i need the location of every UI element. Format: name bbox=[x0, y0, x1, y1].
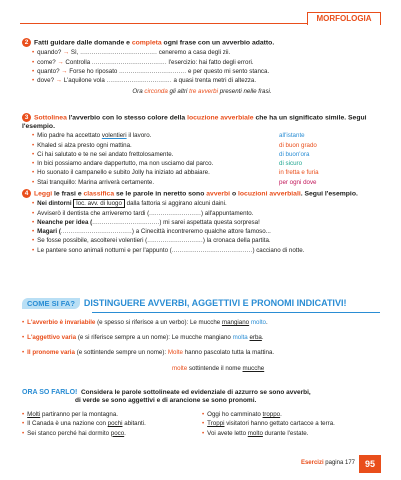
exercise-row: • dove? → L'aquilone vola .................................. a quasi trenta metri di altezza. bbox=[32, 77, 257, 85]
arrow-icon: → bbox=[57, 58, 64, 66]
arrow-icon: → bbox=[55, 77, 62, 85]
page-number: 95 bbox=[359, 455, 381, 473]
section-tag: MORFOLOGIA bbox=[307, 12, 381, 25]
ora-instructions: Considera le parole sottolineate ed evidenziale di azzurro se sono avverbi, bbox=[80, 389, 311, 396]
exercise-4-title: 4 Leggi le frasi e classifica se le parole in neretto sono avverbi o locuzioni avverbiali. Segui l'esempio. bbox=[22, 189, 382, 198]
come-si-fa-badge: COME SI FA? bbox=[22, 298, 80, 309]
exercise-number: 4 bbox=[22, 189, 31, 198]
exercise-row: • Avviserò il dentista che arriveremo tardi (...........................) all'appuntamento. bbox=[32, 209, 254, 217]
locution-label: di buon'ora bbox=[279, 150, 310, 158]
exercise-row: • Khaled si alza presto ogni mattina. di buon grado bbox=[32, 141, 317, 149]
exercise-number: 2 bbox=[22, 38, 31, 47]
exercise-row: • Nei dintorni loc. avv. di luogo dalla fattoria si aggirano alcuni daini. bbox=[32, 200, 227, 208]
come-si-fa-box bbox=[22, 298, 380, 373]
list-item: • Oggi ho camminato troppo. bbox=[202, 411, 282, 418]
list-item: • Sei stanco perché hai dormito poco. bbox=[22, 429, 126, 437]
ora-so-farlo-box: ORA SO FARLO! Considera le parole sottolineate ed evidenziale di azzurro se sono avverbi, di verde se sono aggettivi e di arancione se sono pronomi. • Molti partiranno per la montagna. • Il Canada è una nazione con pochi abitanti. • Sei stanco perché hai dormito poco. • Oggi ho camminato troppo. • Troppi visitatori hanno gettato cartacce a terra. • Voi avete letto molto durante l'estate. bbox=[22, 389, 335, 437]
exercise-2-note: Ora circonda gli altri tre avverbi presenti nelle frasi. bbox=[132, 88, 272, 96]
exercise-row: • come? → Controlla ....................................... l'esercizio: hai fatto degli errori. bbox=[32, 58, 254, 66]
list-item: • Voi avete letto molto durante l'estate. bbox=[202, 429, 309, 437]
locution-label: di sicuro bbox=[279, 160, 303, 168]
exercise-row: • Magari (.....................................) a Cinecittà incontreremo qualche attore famoso... bbox=[32, 228, 271, 236]
exercise-number: 3 bbox=[22, 113, 31, 122]
exercise-4 bbox=[22, 189, 382, 255]
exercise-row: • Neanche per idea (...................................) mi sarei aspettata questa sorpresa! bbox=[32, 218, 260, 226]
exercise-row: • Stai tranquillo: Marina arriverà certamente. per ogni dove bbox=[32, 178, 317, 186]
exercise-3 bbox=[22, 113, 382, 187]
page-footer bbox=[231, 455, 381, 473]
exercise-row: • Le pantere sono animali notturni e per l'appunto (..........................................) cacciano di notte. bbox=[32, 246, 305, 254]
arrow-icon: → bbox=[61, 67, 68, 75]
ora-so-farlo-badge: ORA SO FARLO! bbox=[22, 389, 78, 396]
list-item: • Molti partiranno per la montagna. bbox=[22, 411, 118, 418]
locution-label: per ogni dove bbox=[279, 178, 317, 186]
exercise-row: • Ci hai salutato e te ne sei andato frettolosamente. di buon'ora bbox=[32, 150, 310, 158]
exercises-reference: Esercizi pagina 177 bbox=[300, 460, 355, 466]
exercise-2 bbox=[22, 38, 382, 96]
rule-pronoun: • Il pronome varia (e sottintende sempre un nome): Molte hanno pascolato tutta la mattina. bbox=[22, 349, 275, 356]
list-item: • Troppi visitatori hanno gettato cartacce a terra. bbox=[202, 420, 335, 428]
exercise-row: • Mio padre ha accettato volentieri il lavoro. all'istante bbox=[32, 132, 305, 140]
page-header bbox=[0, 0, 401, 36]
exercise-3-title: 3 Sottolinea l'avverbio con lo stesso colore della locuzione avverbiale che ha un significato simile. Segui l'esempio. bbox=[22, 114, 367, 131]
exercise-row: • quanto? → Forse ho riposato ................................... e per questo mi sento stanca. bbox=[32, 67, 270, 75]
arrow-icon: → bbox=[63, 49, 70, 57]
rule-pronoun-note: molte sottintende il nome mucche bbox=[172, 365, 265, 372]
exercise-row: • Ho suonato il campanello e subito Jolly ha iniziato ad abbaiare. in fretta e furia bbox=[32, 169, 319, 177]
rule-adjective: • L'aggettivo varia (e si riferisce sempre a un nome): Le mucche mangiano molta erba. bbox=[22, 334, 264, 341]
exercise-2-title: 2 Fatti guidare dalle domande e completa ogni frase con un avverbio adatto. bbox=[22, 38, 382, 47]
list-item: • Il Canada è una nazione con pochi abitanti. bbox=[22, 420, 146, 428]
locution-label: all'istante bbox=[279, 132, 305, 140]
exercise-row: • Se fosse possibile, ascolterei volentieri (.............................) la cronaca della partita. bbox=[32, 237, 271, 245]
answer-box: loc. avv. di luogo bbox=[73, 199, 125, 208]
rule-adverb: • L'avverbio è invariabile (e spesso si riferisce a un verbo): Le mucche mangiano molto. bbox=[22, 319, 268, 326]
locution-label: di buon grado bbox=[279, 141, 317, 149]
come-si-fa-title: DISTINGUERE AVVERBI, AGGETTIVI E PRONOMI INDICATIVI! bbox=[83, 298, 347, 308]
exercise-row: • In bici possiamo andare dappertutto, ma non usciamo dal parco. di sicuro bbox=[32, 160, 303, 168]
locution-label: in fretta e furia bbox=[279, 169, 319, 177]
exercise-row: • quando? → Sì, ........................................ ceneremo a casa degli zii. bbox=[32, 49, 231, 57]
